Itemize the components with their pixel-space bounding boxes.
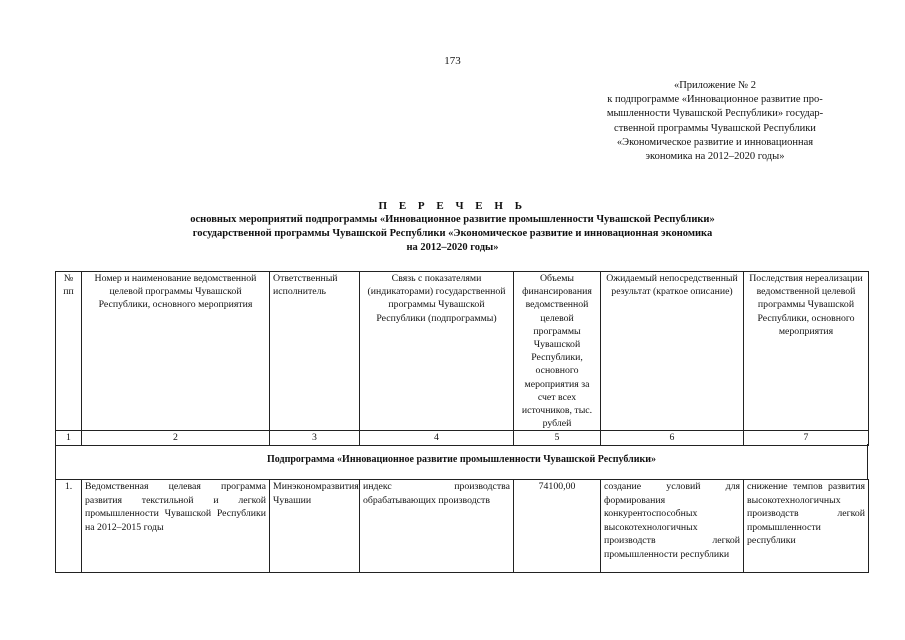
column-header-num: № пп bbox=[56, 272, 82, 431]
page-number: 173 bbox=[444, 55, 461, 67]
column-number-row bbox=[56, 431, 869, 445]
column-header-result: Ожидаемый непосредственный результат (краткое описание) bbox=[601, 272, 744, 431]
row-indicator: индекс производства обрабатывающих производств bbox=[360, 480, 514, 573]
column-number: 4 bbox=[360, 431, 514, 445]
row-program-name: Ведомственная целевая программа развития текстильной и легкой промышленности Чувашской Республики на 2012–2015 годы bbox=[82, 480, 270, 573]
title-heading: П Е Р Е Ч Е Н Ь bbox=[378, 200, 527, 212]
column-header-executor: Ответственный исполнитель bbox=[270, 272, 360, 431]
title-line: основных мероприятий подпрограммы «Инновационное развитие промышленности Чувашской Республики» bbox=[190, 214, 715, 225]
appendix-line: экономика на 2012–2020 годы» bbox=[645, 151, 785, 163]
measures-table-header bbox=[55, 271, 869, 446]
column-number: 7 bbox=[744, 431, 869, 445]
column-number: 6 bbox=[601, 431, 744, 445]
column-number: 3 bbox=[270, 431, 360, 445]
row-consequence: снижение темпов развития высокотехнологичных производств легкой промышленности республики bbox=[744, 480, 869, 573]
appendix-line: ственной программы Чувашской Республики bbox=[614, 122, 816, 134]
column-number: 2 bbox=[82, 431, 270, 445]
row-number: 1. bbox=[56, 480, 82, 573]
row-funding: 74100,00 bbox=[514, 480, 601, 573]
appendix-note bbox=[575, 79, 855, 164]
appendix-line: «Приложение № 2 bbox=[673, 80, 757, 91]
column-header-indicator: Связь с показателями (индикаторами) государственной программы Чувашской Республики (подпрограммы) bbox=[360, 272, 514, 431]
column-header-name: Номер и наименование ведомственной целевой программы Чувашской Республики, основного мероприятия bbox=[82, 272, 270, 431]
document-title bbox=[80, 199, 825, 255]
column-header-funding: Объемы финансирования ведомственной целевой программы Чувашской Республики, основного мероприятия за счет всех источников, тыс. рублей bbox=[514, 272, 601, 431]
column-header-consequence: Последствия нереализации ведомственной целевой программы Чувашской Республики, основного мероприятия bbox=[744, 272, 869, 431]
appendix-line: мышленности Чувашской Республики» государ- bbox=[606, 108, 824, 120]
row-executor: Минэкономразвития Чувашии bbox=[270, 480, 360, 573]
title-line: государственной программы Чувашской Республики «Экономическое развитие и инновационная экономика bbox=[192, 228, 713, 239]
table-row bbox=[56, 480, 869, 573]
row-expected-result: создание условий для формирования конкурентоспособных высокотехнологичных производств легкой промышленности республики bbox=[601, 480, 744, 573]
appendix-line: «Экономическое развитие и инновационная bbox=[616, 136, 814, 148]
title-line: на 2012–2020 годы» bbox=[406, 242, 499, 253]
column-number: 5 bbox=[514, 431, 601, 445]
appendix-line: к подпрограмме «Инновационное развитие про- bbox=[607, 94, 823, 106]
header-row bbox=[56, 272, 869, 431]
subprogram-row: Подпрограмма «Инновационное развитие промышленности Чувашской Республики» bbox=[55, 444, 868, 479]
measures-table-body bbox=[55, 479, 869, 573]
column-number: 1 bbox=[56, 431, 82, 445]
